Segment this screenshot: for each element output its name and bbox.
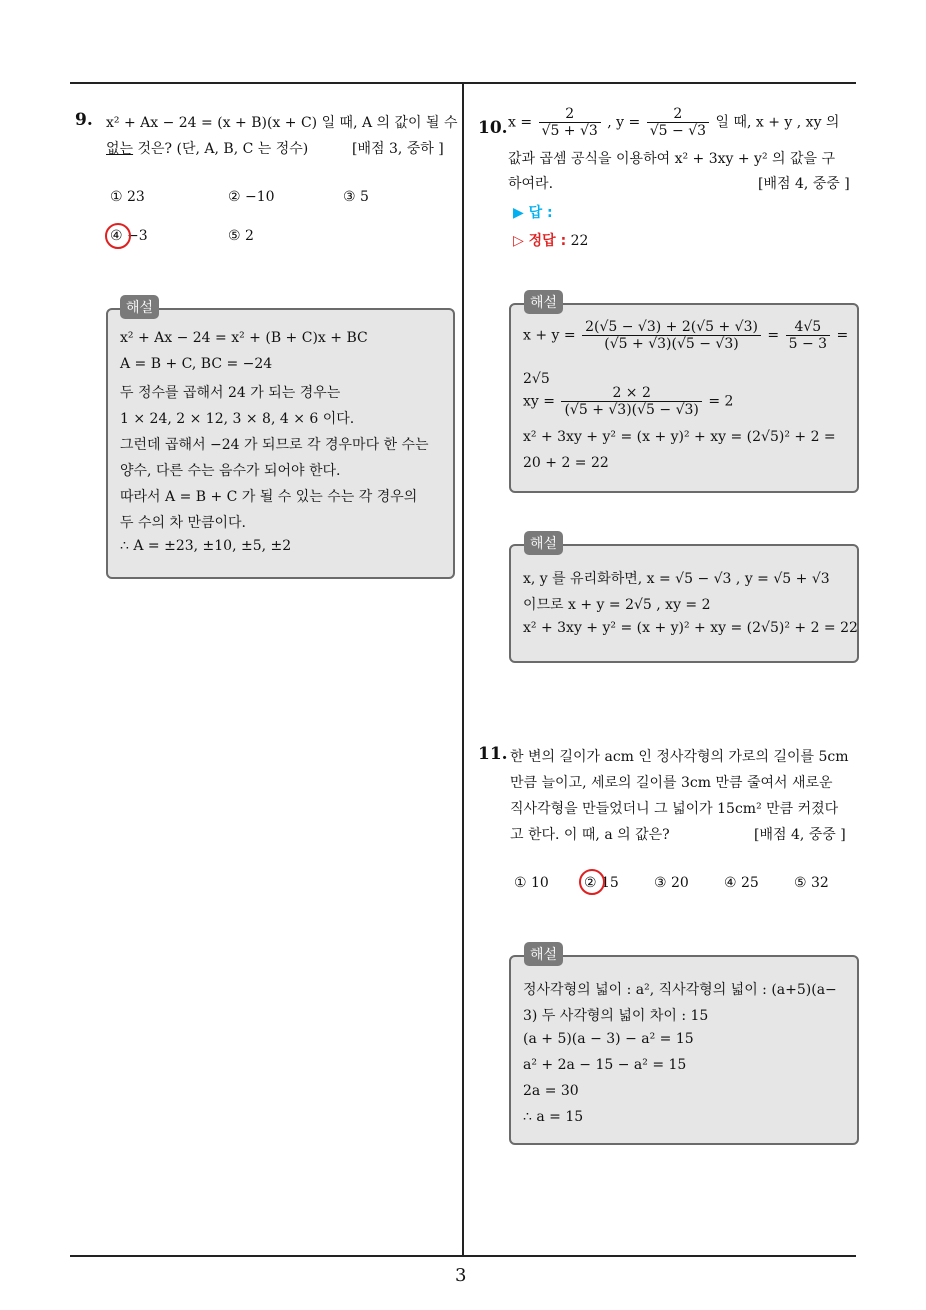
q9-explain-line: x² + Ax − 24 = x² + (B + C)x + BC [120,330,368,346]
q10-e1-fraction2 [786,319,830,352]
bottom-rule [70,1255,856,1257]
q9-answer-circle [105,223,131,249]
q10-e1-l1-lhs: x + y = [523,327,576,344]
q10-number: 10. [478,118,508,138]
q11-text-line: 고 한다. 이 때, a 의 값은? [510,827,670,843]
q9-explain-line: A = B + C, BC = −24 [120,356,273,372]
q10-explain2-line: 이므로 x + y = 2√5 , xy = 2 [523,597,711,613]
page-number: 3 [455,1265,467,1286]
q11-explain-line: a² + 2a − 15 − a² = 15 [523,1057,687,1073]
q10-line1-rest: 일 때, x + y , xy 의 [715,114,840,131]
q10-explain1-line1 [523,319,848,352]
q10-e1-l1-end: = [836,327,849,344]
q9-underlined-word: 없는 [106,141,134,157]
q10-e1-l3-num: 2 × 2 [561,385,701,402]
q9-explain-line: 두 정수를 곱해서 24 가 되는 경우는 [120,385,341,401]
q11-explain-line: 3) 두 사각형의 넓이 차이 : 15 [523,1008,709,1024]
q11-choice-4[interactable]: ④ 25 [724,875,759,891]
q10-explain2-line: x, y 를 유리화하면, x = √5 − √3 , y = √5 + √3 [523,571,830,587]
q9-choice-3[interactable]: ③ 5 [343,189,369,205]
q9-choice-5[interactable]: ⑤ 2 [228,228,254,244]
q9-choice-2[interactable]: ② −10 [228,189,275,205]
q11-text-line: 한 변의 길이가 acm 인 정사각형의 가로의 길이를 5cm [510,749,849,765]
q11-text-line: 직사각형을 만들었더니 그 넓이가 15cm² 만큼 커졌다 [510,801,839,817]
q9-explain-line: 따라서 A = B + C 가 될 수 있는 수는 각 경우의 [120,489,418,505]
q10-meta: [배점 4, 중중 ] [758,176,850,192]
q10-explain-tag-2: 해설 [524,531,563,555]
q10-x-lhs: x = [508,114,533,131]
q9-number: 9. [75,110,93,130]
q10-text-line1 [508,106,839,139]
q10-e1-l1-den2: 5 − 3 [788,336,828,352]
q11-explain-line: (a + 5)(a − 3) − a² = 15 [523,1031,694,1047]
q11-choice-5[interactable]: ⑤ 32 [794,875,829,891]
q10-explain1-line4: x² + 3xy + y² = (x + y)² + xy = (2√5)² + 2 = [523,429,836,445]
q10-e1-l3-end: = 2 [708,393,734,410]
q10-explain1-line3 [523,385,733,418]
q10-y-num: 2 [647,106,709,123]
q10-explain1-line5: 20 + 2 = 22 [523,455,609,471]
q10-x-fraction [539,106,601,139]
q10-e1-l1-num: 2(√5 − √3) + 2(√5 + √3) [582,319,761,336]
q11-explain-line: 2a = 30 [523,1083,579,1099]
q10-e1-l3-den: (√5 + √3)(√5 − √3) [564,402,699,418]
q10-correct-row [513,230,588,250]
q9-choice-1[interactable]: ① 23 [110,189,145,205]
q9-text-line1: x² + Ax − 24 = (x + B)(x + C) 일 때, A 의 값이 될 수 [106,115,458,131]
q9-explain-line: 그런데 곱해서 −24 가 되므로 각 경우마다 한 수는 [120,437,429,453]
q10-explain1-line2: 2√5 [523,371,550,387]
q10-correct-value: 22 [570,233,589,249]
q11-text-line: 만큼 늘이고, 세로의 길이를 3cm 만큼 줄여서 새로운 [510,775,833,791]
q10-explanation-box-2 [509,544,859,663]
q10-e1-fraction3 [561,385,701,418]
q10-explanation-box-1 [509,303,859,493]
q9-explain-line: 두 수의 차 만큼이다. [120,515,246,531]
q11-explain-line: 정사각형의 넓이 : a², 직사각형의 넓이 : (a+5)(a− [523,982,837,998]
q10-text-line3: 하여라. [508,176,554,192]
q9-explain-line: 양수, 다른 수는 음수가 되어야 한다. [120,463,341,479]
q10-y-fraction [647,106,709,139]
q10-text-line2: 값과 곱셈 공식을 이용하여 x² + 3xy + y² 의 값을 구 [508,151,836,167]
q10-answer-label: ▶ 답 : [513,205,553,221]
q10-x-den: √5 + √3 [541,123,598,139]
q11-number: 11. [478,744,508,764]
q9-meta: [배점 3, 중하 ] [352,141,444,157]
q9-text-line2 [106,138,308,158]
q9-choice-4[interactable]: ④ −3 [110,228,148,244]
q10-y-den: √5 − √3 [649,123,707,139]
q10-explain2-line: x² + 3xy + y² = (x + y)² + xy = (2√5)² + 2 = 22 [523,620,858,636]
q10-y-lhs: , y = [607,114,641,131]
column-divider [462,82,464,1257]
q11-choice-2[interactable]: ② 15 [584,875,619,891]
q10-correct-label: ▷ 정답 : [513,233,567,249]
q11-explanation-box [509,955,859,1145]
q9-explanation-box [106,308,455,579]
q9-explain-line: 1 × 24, 2 × 12, 3 × 8, 4 × 6 이다. [120,411,355,427]
q11-explain-tag: 해설 [524,942,563,966]
q10-x-num: 2 [539,106,601,123]
q10-explain-tag-1: 해설 [524,290,563,314]
q10-e1-l1-mid: = [767,327,780,344]
q11-answer-circle [579,869,605,895]
q9-explain-tag: 해설 [120,295,159,319]
q10-e1-fraction1 [582,319,761,352]
q10-e1-l1-den: (√5 + √3)(√5 − √3) [604,336,739,352]
q11-choice-1[interactable]: ① 10 [514,875,549,891]
q11-meta: [배점 4, 중중 ] [754,827,846,843]
q11-explain-line: ∴ a = 15 [523,1109,584,1125]
q10-e1-l3-lhs: xy = [523,393,555,410]
q10-e1-l1-num2: 4√5 [786,319,830,336]
q9-explain-line: ∴ A = ±23, ±10, ±5, ±2 [120,538,292,554]
q9-line2-rest: 것은? (단, A, B, C 는 정수) [133,141,309,157]
q11-choice-3[interactable]: ③ 20 [654,875,689,891]
